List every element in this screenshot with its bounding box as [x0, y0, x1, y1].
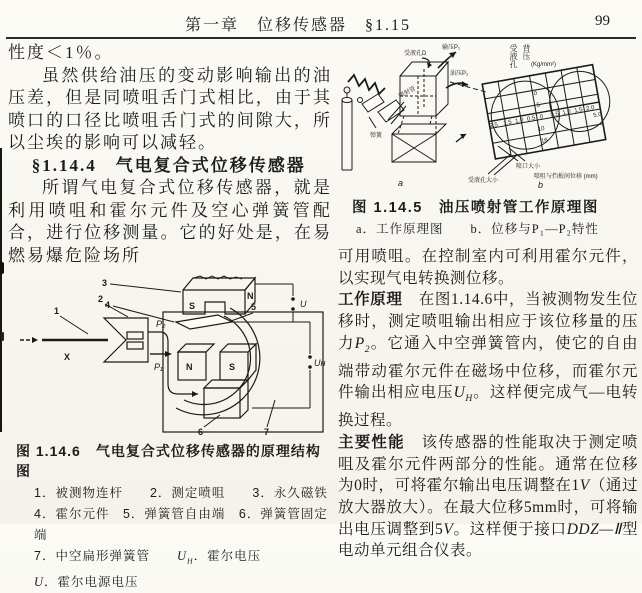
nozzle-block: [104, 318, 148, 362]
legend-line-2: 4．霍尔元件 5．弹簧管自由端 6．弹簧管固定端: [34, 507, 328, 542]
paragraph-oil-pressure: 虽然供给油压的变动影响输出的油压差，但是同喷咀舌门式相比，由于其喷口的口径比喷咀舌门式的间隙大，所以尘埃的影响可以减轻。: [8, 65, 332, 152]
figure-6-diagram: [8, 270, 332, 438]
chapter-title: 第一章 位移传感器 §1.15: [185, 17, 412, 34]
h-tick: 1.0: [562, 109, 572, 117]
jet-pipe-label: 喷射管: [398, 86, 417, 100]
label-p1: P₁: [154, 362, 163, 372]
left-column: [8, 42, 332, 593]
v-tick: 5: [536, 102, 541, 109]
page-number: 99: [595, 13, 610, 29]
displacement-x: X: [64, 352, 71, 362]
axis-unit-label: (Kg/mm²): [531, 62, 556, 68]
callout-2: 2: [98, 294, 104, 304]
paragraph-sensor-intro: 所谓气电复合式位移传感器，就是利用喷咀和霍尔元件及空心弹簧管配合，进行位移测量。它的好处是，在易燃易爆危险场所: [8, 178, 332, 265]
scan-blob-artifact: [1, 332, 4, 341]
paragraph-main-performance: 主要性能 该传感器的性能取决于测定喷咀及霍尔元件两部分的性能。通常在位移为0时，可将霍尔输出电压调整在1V（通过放大器放大）。在最大位移5mm时，可将输出电压调整到5V。这样便于接口DDZ—Ⅱ型电动单元组合仪表。: [338, 433, 638, 560]
callout-3: 3: [102, 278, 108, 288]
x-axis-label: 喷咀与挡板间位移 (mm): [534, 174, 598, 180]
h-tick: 2.5: [489, 122, 499, 130]
h-tick: 1.5: [573, 107, 584, 115]
h-tick: 1.5: [502, 119, 513, 127]
right-column: [338, 42, 638, 562]
figure-6-caption: 图 1.14.6 气电复合式位移传感器的原理结构图: [16, 443, 321, 479]
label-p2: P₂: [156, 319, 166, 329]
label-u: U: [300, 299, 307, 309]
flapper-box: [392, 116, 446, 162]
page-header: [0, 12, 642, 34]
paragraph-working-principle: 工作原理 在图1.14.6中，当被测物发生位移时，测定喷咀输出相应于该位移量的压力$P_2$。它通入中空弹簧管内，使它的自由端带动霍尔元件在磁场中位移，而霍尔元件输出相应电压$U_H$。这样便完成气—电转换过程。: [338, 291, 638, 430]
axis-back-pressure-label: 背压: [522, 44, 531, 60]
h-tick: 0.5: [526, 115, 536, 123]
callout-4: 4: [105, 300, 111, 310]
v-tick: 0: [533, 90, 538, 98]
part-a-label: a: [398, 178, 404, 188]
section-heading: §1.14.4 气电复合式位移传感器: [31, 155, 306, 175]
callout-6: 6: [198, 427, 204, 437]
header-rule: [6, 37, 636, 39]
nozzle-size-label: 喷口大小: [516, 164, 541, 170]
magnet-pole-s: S: [189, 301, 196, 311]
callout-7: 7: [264, 427, 270, 437]
receiving-hole-label: 受液孔D: [404, 51, 427, 57]
h-tick: 0: [539, 114, 544, 121]
legend-line-4: U．霍尔电源电压: [34, 574, 139, 589]
legend-line-3: 7．中空扁形弹簧管 $U_H$．霍尔电压: [34, 549, 262, 566]
figure-5-caption: 图 1.14.5 油压喷射管工作原理图: [352, 200, 599, 216]
figure-1-14-5: [338, 42, 638, 192]
figure-5-subcaption: a．工作原理图 b．位移与P₁—P₂特性: [356, 222, 599, 236]
output-pressure-label: 输压P₁: [442, 45, 461, 51]
main-performance-head: 主要性能: [338, 433, 405, 451]
h-tick: 2.0: [585, 105, 595, 113]
callout-5: 5: [251, 302, 257, 312]
inner-pole-n: N: [186, 362, 193, 372]
axis-hole-label: 受液孔: [509, 44, 518, 68]
figure-6-legend: [8, 483, 332, 593]
legend-line-1: 1．被测物连杆 2．测定喷咀 3．永久磁铁: [34, 486, 328, 500]
h-tick: 5.0: [592, 111, 603, 120]
v-tick: 10: [537, 126, 546, 134]
oil-pressure-label: 油压P₂: [450, 71, 469, 77]
h-tick: 0.5: [550, 111, 560, 119]
scan-blob-artifact: [0, 262, 4, 274]
paragraph-linearity: 性度＜1％。: [8, 43, 114, 62]
scan-edge-artifact: [0, 148, 2, 432]
magnet-pole-n: N: [247, 291, 254, 301]
inner-pole-s: S: [229, 362, 236, 372]
part-b-label: b: [538, 180, 544, 190]
h-tick: 1.0: [514, 117, 525, 125]
figure-5-diagram: [338, 42, 638, 192]
characteristic-chart: [482, 63, 616, 159]
working-principle-head: 工作原理: [338, 291, 403, 309]
v-tick: 16: [540, 137, 549, 145]
hall-element: [176, 315, 232, 329]
displacement-arrow: [32, 337, 38, 343]
enclosure-rect: [163, 312, 326, 432]
paragraph-nozzle-use: 可用喷咀。在控制室内可利用霍尔元件，以实现气电转换测位移。: [338, 248, 638, 287]
permanent-magnet: [183, 276, 255, 314]
inner-magnet: [178, 344, 256, 380]
spring-coil: [348, 75, 385, 94]
jet-pipe-assembly: [342, 75, 417, 170]
hole-size-label: 受液孔大小: [468, 178, 499, 184]
spring-label: 弹簧: [370, 133, 383, 139]
callout-1: 1: [54, 306, 60, 316]
label-uh: Uʜ: [314, 358, 326, 368]
figure-1-14-6: [8, 270, 332, 593]
